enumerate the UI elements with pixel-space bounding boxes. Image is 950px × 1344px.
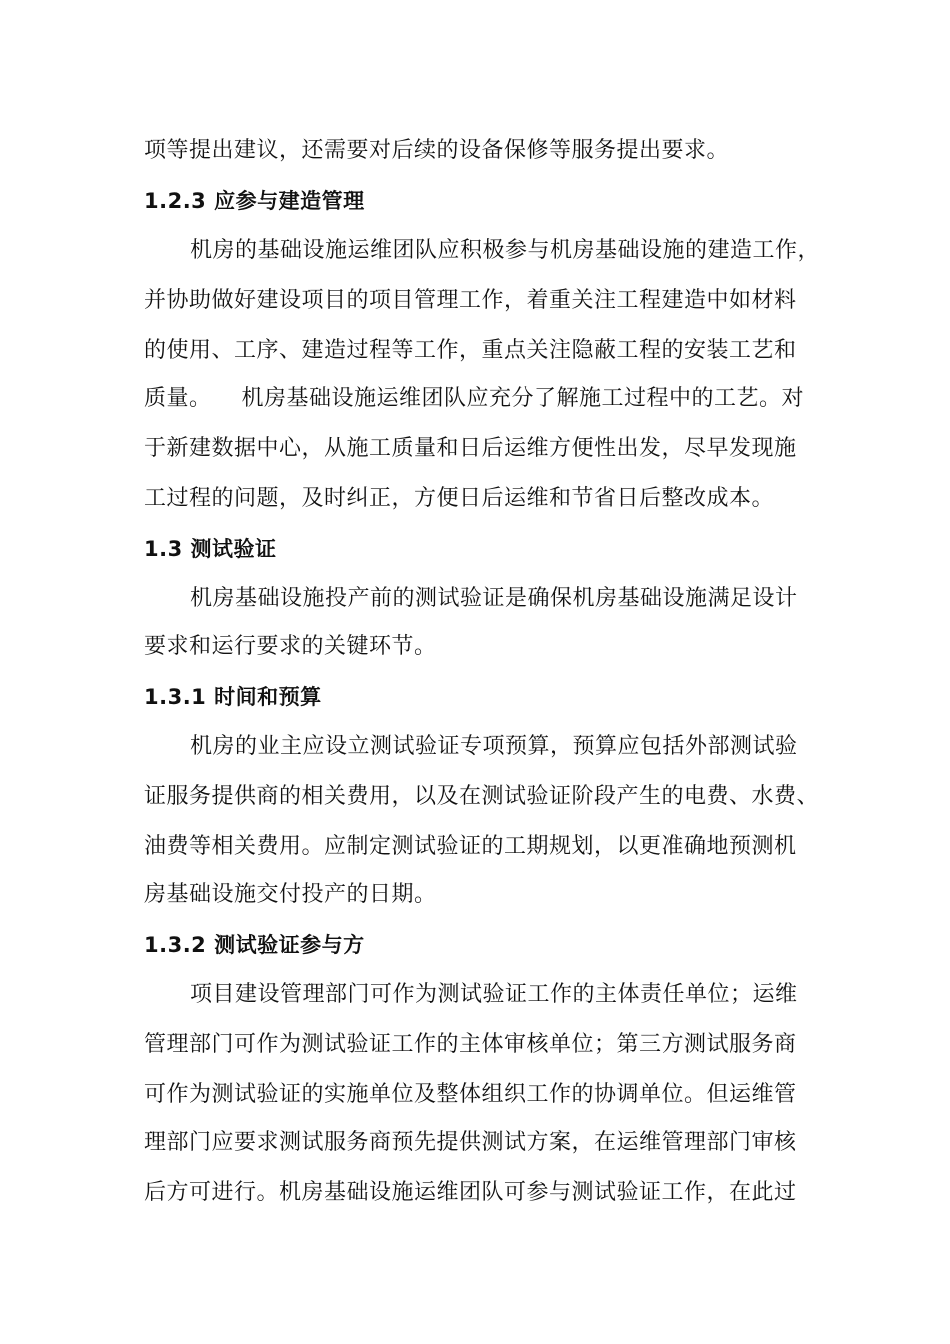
text-line: 房基础设施交付投产的日期。 xyxy=(144,882,437,907)
text-line: 油费等相关费用。应制定测试验证的工期规划，以更准确地预测机 xyxy=(144,834,797,859)
section-heading: 1.3.2 测试验证参与方 xyxy=(144,933,365,957)
text-line: 于新建数据中心，从施工质量和日后运维方便性出发，尽早发现施 xyxy=(144,436,797,461)
text-line: 要求和运行要求的关键环节。 xyxy=(144,634,437,659)
text-line: 可作为测试验证的实施单位及整体组织工作的协调单位。但运维管 xyxy=(144,1082,797,1107)
text-line: 后方可进行。机房基础设施运维团队可参与测试验证工作，在此过 xyxy=(144,1180,797,1205)
section-heading: 1.3 测试验证 xyxy=(144,537,277,561)
text-line: 理部门应要求测试服务商预先提供测试方案，在运维管理部门审核 xyxy=(144,1130,797,1155)
section-heading: 1.3.1 时间和预算 xyxy=(144,685,322,709)
text-line: 项目建设管理部门可作为测试验证工作的主体责任单位；运维 xyxy=(190,982,798,1007)
text-line: 的使用、工序、建造过程等工作，重点关注隐蔽工程的安装工艺和 xyxy=(144,338,797,363)
text-line: 机房的基础设施运维团队应积极参与机房基础设施的建造工作， xyxy=(190,238,821,263)
text-line: 项等提出建议，还需要对后续的设备保修等服务提出要求。 xyxy=(144,138,730,163)
text-line: 并协助做好建设项目的项目管理工作，着重关注工程建造中如材料 xyxy=(144,288,797,313)
text-line: 质量。 机房基础设施运维团队应充分了解施工过程中的工艺。对 xyxy=(144,386,804,411)
text-line: 机房的业主应设立测试验证专项预算，预算应包括外部测试验 xyxy=(190,734,798,759)
text-line: 机房基础设施投产前的测试验证是确保机房基础设施满足设计 xyxy=(190,586,798,611)
text-line: 管理部门可作为测试验证工作的主体审核单位；第三方测试服务商 xyxy=(144,1032,797,1057)
text-line: 工过程的问题，及时纠正，方便日后运维和节省日后整改成本。 xyxy=(144,486,775,511)
text-line: 证服务提供商的相关费用，以及在测试验证阶段产生的电费、水费、 xyxy=(144,784,820,809)
section-heading: 1.2.3 应参与建造管理 xyxy=(144,189,365,213)
